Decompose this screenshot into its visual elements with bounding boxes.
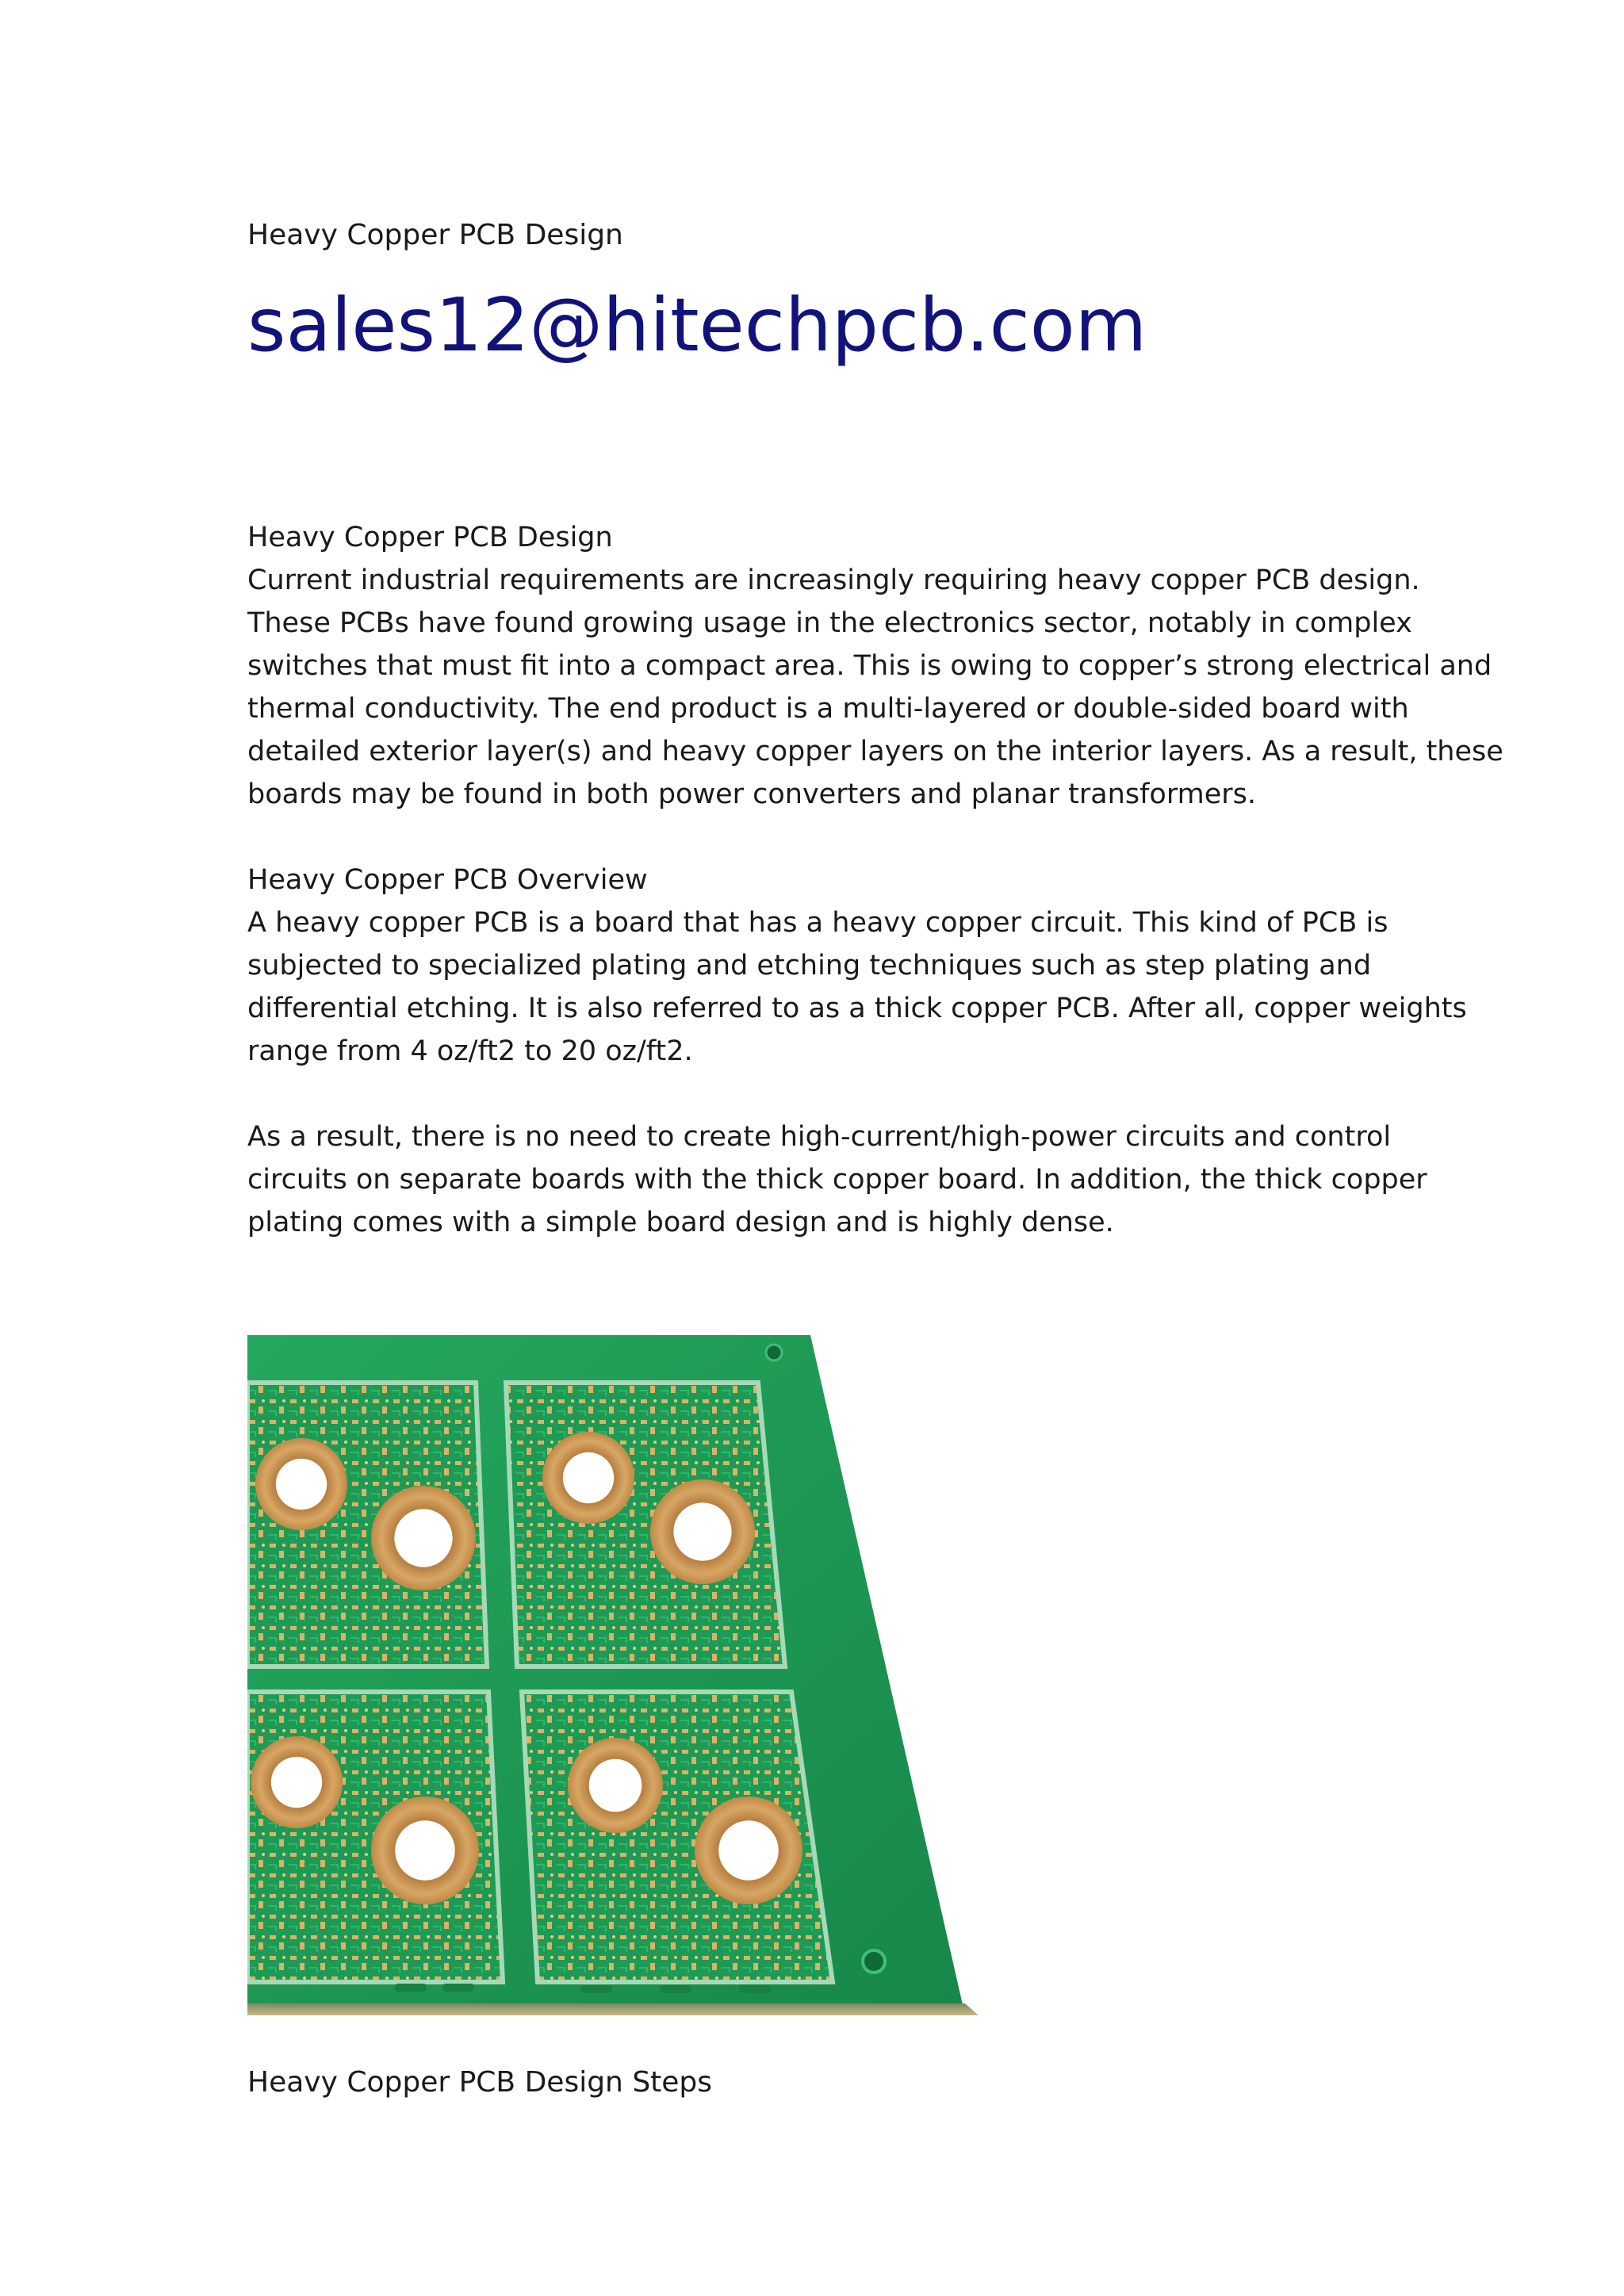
board-edge <box>247 2003 979 2015</box>
text-line: switches that must fit into a compact area. This is owing to copper’s strong electrical and <box>247 650 1492 682</box>
text-line: These PCBs have found growing usage in the electronics sector, notably in complex <box>247 607 1412 639</box>
panel-top-left <box>247 1383 487 1667</box>
section-heading-overview: Heavy Copper PCB Overview <box>247 864 648 896</box>
text-line: As a result, there is no need to create high-current/high-power circuits and control <box>247 1121 1392 1153</box>
text-line: Current industrial requirements are increasingly requiring heavy copper PCB design. <box>247 564 1420 596</box>
body-text <box>247 516 1503 1287</box>
section-heading-steps: Heavy Copper PCB Design Steps <box>247 2066 713 2099</box>
pcb-photo <box>247 1294 979 2015</box>
text-line: detailed exterior layer(s) and heavy copper layers on the interior layers. As a result, these <box>247 736 1503 767</box>
panel-top-right <box>506 1383 785 1667</box>
text-line: thermal conductivity. The end product is a multi-layered or double-sided board with <box>247 693 1409 725</box>
mounting-hole <box>766 1345 782 1360</box>
text-line: range from 4 oz/ft2 to 20 oz/ft2. <box>247 1035 693 1067</box>
text-line: boards may be found in both power converters and planar transformers. <box>247 779 1256 810</box>
paragraph-intro <box>247 516 1503 816</box>
paragraph-overview <box>247 859 1467 1073</box>
paragraph-result <box>247 1115 1427 1244</box>
section-heading-design: Heavy Copper PCB Design <box>247 522 613 553</box>
panel-bottom-right <box>522 1692 833 1982</box>
panel-bottom-left <box>247 1692 503 1982</box>
text-line: subjected to specialized plating and etching techniques such as step plating and <box>247 950 1372 982</box>
text-line: differential etching. It is also referred to as a thick copper PCB. After all, copper weights <box>247 993 1467 1024</box>
document-title: Heavy Copper PCB Design <box>247 219 623 251</box>
text-line: A heavy copper PCB is a board that has a heavy copper circuit. This kind of PCB is <box>247 907 1388 939</box>
contact-email[interactable]: sales12@hitechpcb.com <box>247 282 1147 368</box>
mounting-hole <box>863 1950 885 1973</box>
pcb-board-illustration <box>247 1294 979 2015</box>
text-line: plating comes with a simple board design and is highly dense. <box>247 1207 1114 1238</box>
text-line: circuits on separate boards with the thick copper board. In addition, the thick copper <box>247 1164 1427 1196</box>
